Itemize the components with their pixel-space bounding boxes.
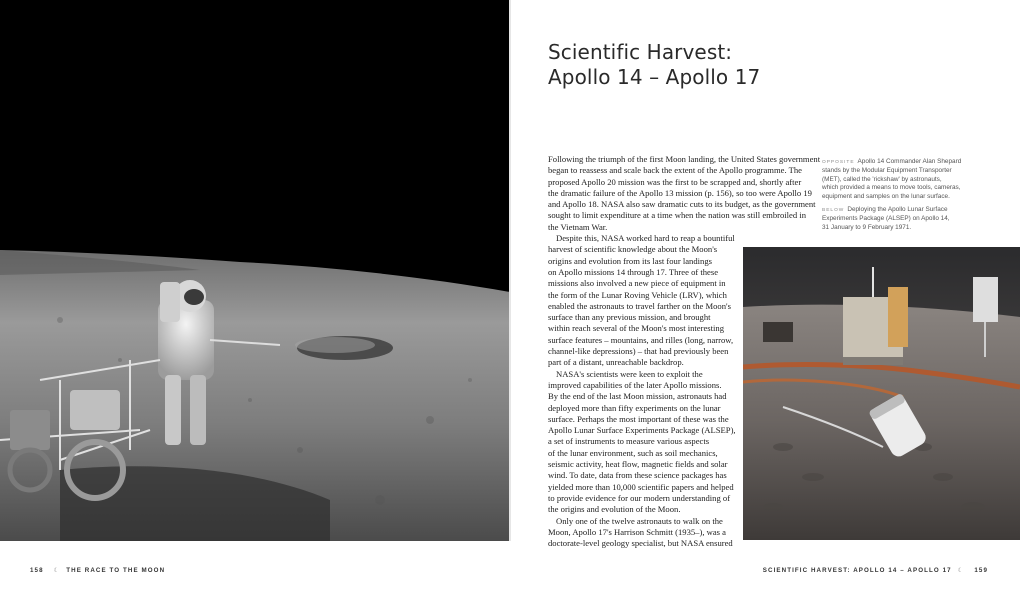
body-line: Despite this, NASA worked hard to reap a bountiful [556, 233, 735, 244]
body-line: sought to limit expenditure at a time when the nation was still embroiled in [548, 210, 807, 221]
caption-line: (MET), called the 'rickshaw' by astronauts, [822, 175, 942, 183]
body-line: Following the triumph of the first Moon landing, the United States government [548, 154, 821, 164]
body-line: the Vietnam War. [548, 221, 608, 232]
body-line: and Apollo 18. NASA also saw dramatic cuts to its budget, as the government [548, 199, 816, 210]
opposite-photo [0, 0, 510, 541]
moon-glyph-icon: ☾ [957, 567, 965, 574]
body-line: channel-like depressions) – that had previously been [548, 346, 729, 357]
page-number-right: 159 [974, 567, 988, 574]
folio-left [30, 567, 165, 574]
body-line: enabled the astronauts to travel farther on the Moon's [548, 300, 731, 311]
caption-label-opposite: OPPOSITE [822, 160, 855, 165]
moon-glyph-icon: ☾ [53, 567, 61, 574]
body-line: Apollo Lunar Surface Experiments Package (ALSEP), [548, 425, 736, 436]
caption-line: Apollo 14 Commander Alan Shepard [857, 158, 962, 165]
body-line: By the end of the last Moon mission, astronauts had [548, 391, 727, 402]
body-line: Only one of the twelve astronauts to walk on the [556, 515, 723, 526]
title-line-2: Apollo 14 – Apollo 17 [548, 65, 761, 89]
body-line: deployed more than fifty experiments on the lunar [548, 402, 721, 413]
body-line: on Apollo missions 14 through 17. Three of these [548, 266, 719, 277]
body-line: seismic activity, heat flow, magnetic fields and solar [548, 459, 728, 470]
body-line: missions also involved a new piece of equipment in [548, 278, 726, 289]
lunar-surface-astronaut-photo [0, 0, 510, 541]
body-line: doctorate-level geology specialist, but NASA ensured [548, 538, 733, 549]
body-line: the origins and evolution of the Moon. [548, 504, 681, 515]
folio-right [763, 567, 988, 574]
body-line: of the lunar environment, such as soil mechanics, [548, 447, 718, 458]
body-line: Moon, Apollo 17's Harrison Schmitt (1935–), was a [548, 526, 726, 537]
caption-label-below: BELOW [822, 208, 845, 214]
body-line: origins and evolution from its last four landings [548, 255, 712, 266]
body-line: the dramatic failure of the Apollo 13 mission (p. 156), so too were Apollo 19 [548, 187, 812, 198]
body-line: improved capabilities of the later Apollo missions. [548, 379, 722, 390]
body-line: began to reassess and scale back the extent of the Apollo programme. The [548, 165, 802, 176]
caption-below [822, 206, 992, 232]
page-gutter [509, 0, 511, 541]
title-line-1: Scientific Harvest: [548, 40, 733, 64]
caption-line: stands by the Modular Equipment Transporter [822, 167, 952, 175]
below-photo [743, 247, 1020, 540]
caption-opposite [822, 158, 992, 201]
alsep-deployment-photo [743, 247, 1020, 540]
body-line: proposed Apollo 20 mission was the first to be scrapped and, shortly after [548, 176, 802, 187]
caption-line: 31 January to 9 February 1971. [822, 223, 912, 231]
body-line: the form of the Lunar Roving Vehicle (LRV), which [548, 289, 727, 300]
body-line: part of a distant, unreachable backdrop. [548, 357, 684, 368]
running-head-left: THE RACE TO THE MOON [66, 567, 166, 574]
chapter-title [548, 40, 928, 90]
running-head-right: SCIENTIFIC HARVEST: APOLLO 14 – APOLLO 17 [762, 567, 952, 574]
body-line: surface than any previous mission, and brought [548, 312, 711, 323]
body-paragraph-1 [548, 154, 821, 233]
body-line: NASA's scientists were keen to exploit the [556, 368, 703, 379]
body-line: wind. To date, data from these science packages has [548, 470, 727, 481]
caption-line: equipment and samples on the lunar surface. [822, 192, 950, 200]
body-line: a set of instruments to measure various aspects [548, 436, 710, 447]
caption-line: which provided a means to move tools, cameras, [822, 184, 961, 192]
photo-captions [822, 158, 992, 237]
body-paragraph-2 [548, 233, 735, 369]
body-line: surface. Perhaps the most important of these was the [548, 413, 729, 424]
body-line: surface features – mountains, and rilles (long, narrow, [548, 334, 734, 345]
body-paragraph-4 [548, 515, 733, 550]
page-number-left: 158 [30, 567, 44, 574]
body-line: yielded more than 10,000 scientific papers and helped [548, 481, 734, 492]
body-line: to provide evidence for our modern understanding of [548, 492, 731, 503]
caption-line: Experiments Package (ALSEP) on Apollo 14, [822, 215, 950, 223]
body-paragraph-3 [548, 368, 736, 516]
caption-line: Deploying the Apollo Lunar Surface [847, 206, 948, 214]
body-line: within reach several of the Moon's most interesting [548, 323, 725, 334]
body-text [548, 154, 821, 549]
body-line: harvest of scientific knowledge about the Moon's [548, 244, 718, 255]
